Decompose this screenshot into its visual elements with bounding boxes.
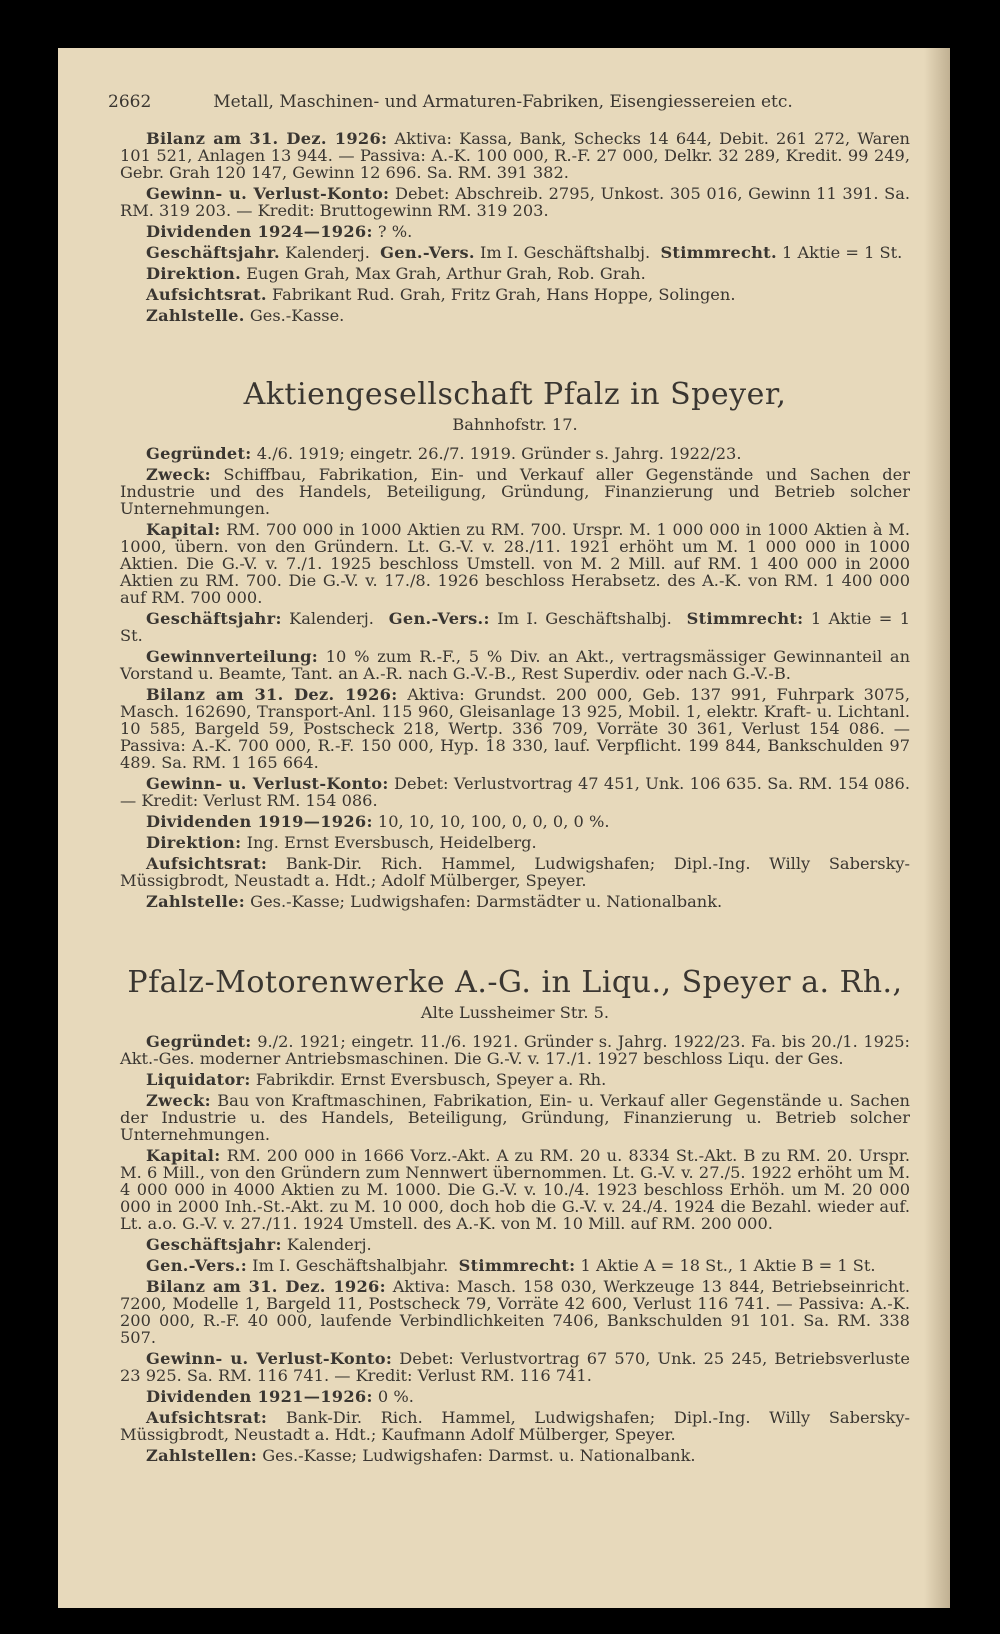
gewinn-verlust-paragraph: Gewinn- u. Verlust-Konto: Debet: Abschreib. 2795, Unkost. 305 016, Gewinn 11 391. Sa. RM. 319 203. — Kredit: Bruttogewinn RM. 319 203.: [120, 184, 911, 220]
zweck-paragraph: Zweck: Bau von Kraftmaschinen, Fabrikation, Ein- u. Verkauf aller Gegenstände u. Sachen der Industrie u. des Handels, Beteiligung, Gründung, Finanzierung u. Betrieb solcher Unternehmungen.: [120, 1091, 910, 1144]
zahlstelle-paragraph: Zahlstelle. Ges.-Kasse.: [146, 306, 345, 325]
bilanz-paragraph: Bilanz am 31. Dez. 1926: Aktiva: Kassa, Bank, Schecks 14 644, Debit. 261 272, Waren 101 521, Anlagen 13 944. — Passiva: A.-K. 100 000, R.-F. 27 000, Delkr. 32 289, Kredit. 99 249, Gebr. Grah 120 147, Gewinn 12 696. Sa. RM. 391 382.: [120, 129, 910, 182]
zweck-paragraph: Zweck: Schiffbau, Fabrikation, Ein- und Verkauf aller Gegenstände und Sachen der Industrie und des Handels, Beteiligung, Gründung, Finanzierung und Betrieb solcher Unternehmungen.: [120, 465, 910, 518]
direktion-paragraph: Direktion: Ing. Ernst Eversbusch, Heidelberg.: [146, 833, 537, 852]
gen-vers-paragraph: Gen.-Vers.: Im I. Geschäftshalbjahr. Stimmrecht: 1 Aktie A = 18 St., 1 Aktie B = 1 St.: [146, 1256, 876, 1275]
dividenden-paragraph: Dividenden 1921—1926: 0 %.: [146, 1387, 414, 1406]
gewinnverteilung-paragraph: Gewinnverteilung: 10 % zum R.-F., 5 % Div. an Akt., vertragsmässiger Gewinnanteil an Vorstand u. Beamte, Tant. an A.-R. nach G.-V.-B., Rest Superdiv. oder nach G.-V.-B.: [120, 647, 910, 683]
geschaeftsjahr-paragraph: Geschäftsjahr: Kalenderj.: [146, 1235, 372, 1254]
aufsichtsrat-paragraph: Aufsichtsrat: Bank-Dir. Rich. Hammel, Ludwigshafen; Dipl.-Ing. Willy Sabersky-Müssigbrodt, Neustadt a. Hdt.; Kaufmann Adolf Mülberger, Speyer.: [120, 1408, 910, 1444]
page-number: 2662: [108, 92, 152, 112]
gegruendet-paragraph: Gegründet: 4./6. 1919; eingetr. 26./7. 1919. Gründer s. Jahrg. 1922/23.: [146, 444, 742, 463]
gewinn-verlust-paragraph: Gewinn- u. Verlust-Konto: Debet: Verlustvortrag 67 570, Unk. 25 245, Betriebsverluste 23 925. Sa. RM. 116 741. — Kredit: Verlust RM. 116 741.: [120, 1349, 910, 1385]
company-address: Alte Lussheimer Str. 5.: [420, 1003, 610, 1022]
zahlstellen-paragraph: Zahlstellen: Ges.-Kasse; Ludwigshafen: Darmst. u. Nationalbank.: [146, 1446, 696, 1465]
bilanz-paragraph: Bilanz am 31. Dez. 1926: Aktiva: Grundst. 200 000, Geb. 137 991, Fuhrpark 3075, Masch. 162690, Transport-Anl. 115 960, Gleisanlage 13 925, Mobil. 1, elektr. Kraft- u. Lichtanl. 10 585, Bargeld 59, Postscheck 218, Wertp. 336 709, Vorräte 30 361, Verlust 154 086. — Passiva: A.-K. 700 000, R.-F. 150 000, Hyp. 18 330, lauf. Verpflicht. 199 844, Bankschulden 97 489. Sa. RM. 1 165 664.: [120, 685, 910, 772]
company-pfalz-motorenwerke: [120, 966, 910, 1468]
company-title: Aktiengesellschaft Pfalz in Speyer,: [243, 377, 787, 412]
geschaeftsjahr-paragraph: Geschäftsjahr. Kalenderj. Gen.-Vers. Im I. Geschäftshalbj. Stimmrecht. 1 Aktie = 1 St.: [146, 243, 903, 262]
company-aktiengesellschaft-pfalz: [120, 378, 910, 914]
zahlstelle-paragraph: Zahlstelle: Ges.-Kasse; Ludwigshafen: Darmstädter u. Nationalbank.: [146, 892, 723, 911]
dividenden-paragraph: Dividenden 1919—1926: 10, 10, 10, 100, 0, 0, 0, 0 %.: [146, 812, 610, 831]
liquidator-paragraph: Liquidator: Fabrikdir. Ernst Eversbusch, Speyer a. Rh.: [146, 1070, 607, 1089]
previous-company-section: [120, 130, 910, 328]
geschaeftsjahr-paragraph: Geschäftsjahr: Kalenderj. Gen.-Vers.: Im I. Geschäftshalbj. Stimmrecht: 1 Aktie = 1 St.: [120, 609, 911, 645]
bilanz-paragraph: Bilanz am 31. Dez. 1926: Aktiva: Masch. 158 030, Werkzeuge 13 844, Betriebseinricht. 7200, Modelle 1, Bargeld 11, Postscheck 79, Vorräte 42 600, Verlust 116 741. — Passiva: A.-K. 200 000, R.-F. 40 000, laufende Verbindlichkeiten 7406, Bankschulden 91 101. Sa. RM. 338 507.: [120, 1277, 910, 1347]
aufsichtsrat-paragraph: Aufsichtsrat. Fabrikant Rud. Grah, Fritz Grah, Hans Hoppe, Solingen.: [146, 285, 736, 304]
aufsichtsrat-paragraph: Aufsichtsrat: Bank-Dir. Rich. Hammel, Ludwigshafen; Dipl.-Ing. Willy Sabersky-Müssigbrodt, Neustadt a. Hdt.; Adolf Mülberger, Speyer.: [120, 854, 910, 890]
gewinn-verlust-paragraph: Gewinn- u. Verlust-Konto: Debet: Verlustvortrag 47 451, Unk. 106 635. Sa. RM. 154 086. — Kredit: Verlust RM. 154 086.: [120, 774, 911, 810]
gegruendet-paragraph: Gegründet: 9./2. 1921; eingetr. 11./6. 1921. Gründer s. Jahrg. 1922/23. Fa. bis 20./1. 1925: Akt.-Ges. moderner Antriebsmaschinen. Die G.-V. v. 17./1. 1927 beschloss Liqu. der Ges.: [120, 1032, 910, 1068]
company-title: Pfalz-Motorenwerke A.-G. in Liqu., Speyer a. Rh.,: [127, 965, 903, 1000]
company-address: Bahnhofstr. 17.: [452, 415, 578, 434]
kapital-paragraph: Kapital: RM. 200 000 in 1666 Vorz.-Akt. A zu RM. 20 u. 8334 St.-Akt. B zu RM. 20. Urspr. M. 6 Mill., von den Gründern zum Nennwert übernommen. Lt. G.-V. v. 27./5. 1922 erhöht um M. 4 000 000 in 4000 Aktien zu M. 1000. Die G.-V. v. 10./4. 1923 beschloss Erhöh. um M. 20 000 000 in 2000 Inh.-St.-Akt. zu M. 10 000, doch hob die G.-V. v. 24./4. 1924 die Bezahl. wieder auf. Lt. a.o. G.-V. v. 27./11. 1924 Umstell. des A.-K. von M. 10 Mill. auf RM. 200 000.: [120, 1146, 910, 1233]
direktion-paragraph: Direktion. Eugen Grah, Max Grah, Arthur Grah, Rob. Grah.: [146, 264, 646, 283]
dividenden-paragraph: Dividenden 1924—1926: ? %.: [146, 222, 413, 241]
running-title: Metall, Maschinen- und Armaturen-Fabriken, Eisengiessereien etc.: [213, 92, 793, 112]
kapital-paragraph: Kapital: RM. 700 000 in 1000 Aktien zu RM. 700. Urspr. M. 1 000 000 in 1000 Aktien à M. 1000, übern. von den Gründern. Lt. G.-V. v. 28./11. 1921 erhöht um M. 1 000 000 in 1000 Aktien. Die G.-V. v. 7./1. 1925 beschloss Umstell. von M. 2 Mill. auf RM. 1 400 000 in 2000 Aktien zu RM. 700. Die G.-V. v. 17./8. 1926 beschloss Herabsetz. des A.-K. von RM. 1 400 000 auf RM. 700 000.: [120, 520, 910, 607]
book-page: [58, 48, 950, 1608]
